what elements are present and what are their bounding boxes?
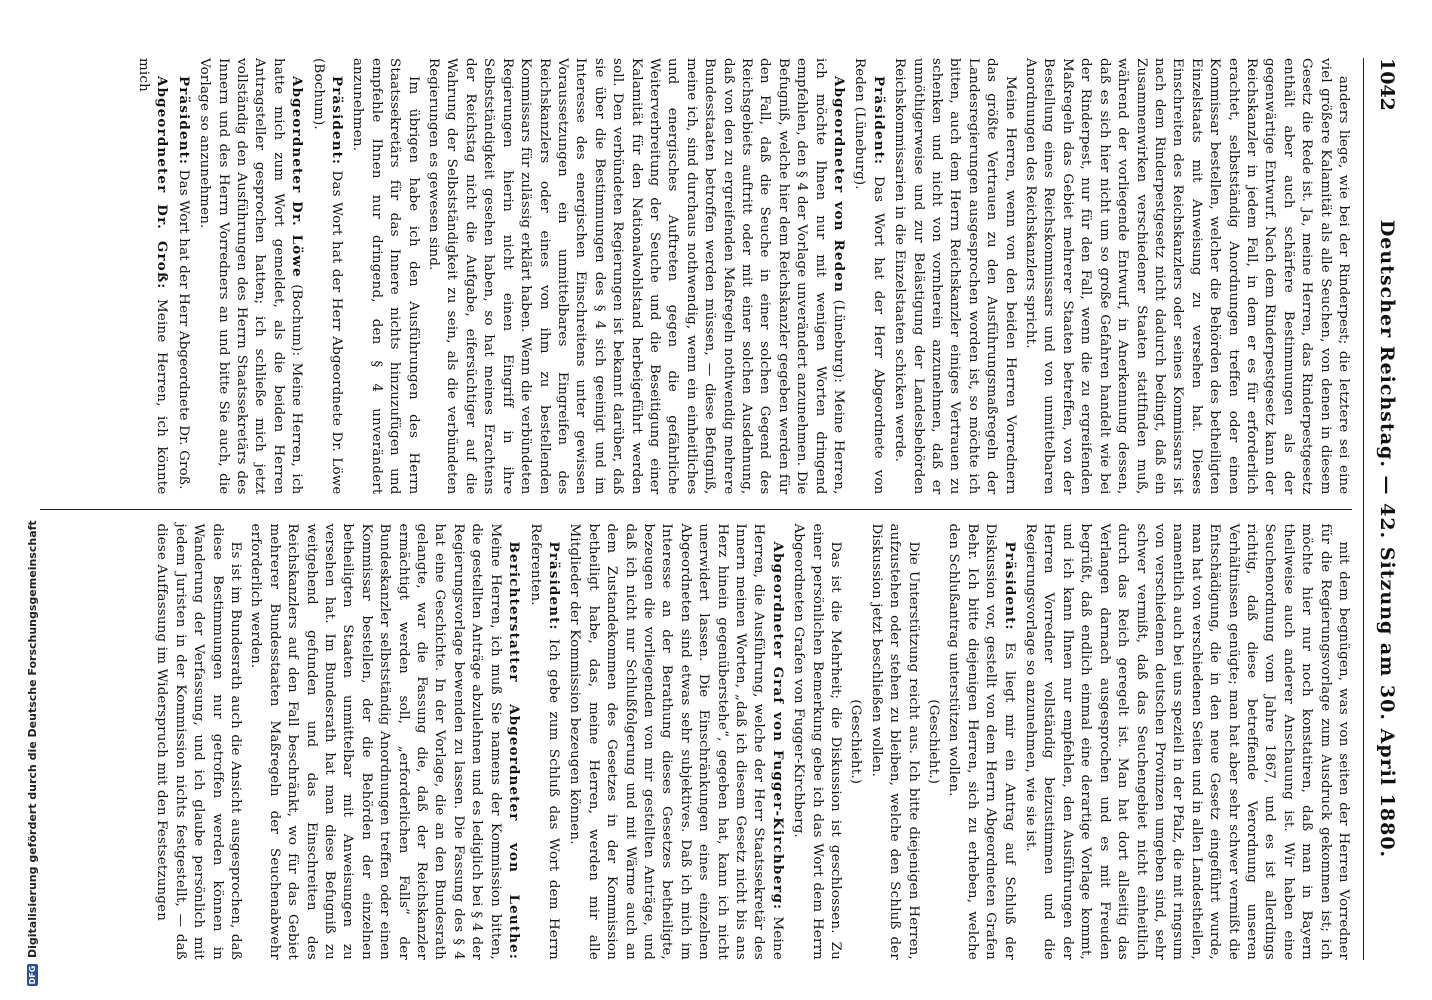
- right-column: [40, 509, 1352, 961]
- speaker-paragraph: [424, 58, 848, 495]
- speaker-name: Berichterstatter Abgeordneter von Leuthe:: [506, 541, 523, 960]
- speaker-paragraph: [195, 58, 306, 495]
- speaker-paragraph: [850, 58, 888, 495]
- speech-text: Es liegt mir ein Antrag auf Schluß der Diskussion vor, gestellt von dem Herrn Abgeordneten Grafen Behr. Ich bitte diejenigen Herren, sich zu erheben, welche den Schlußantrag unterstützen wollen.: [946, 523, 1017, 960]
- speech-text: Meine Herren, die Ausführung, welche der Herr Staatssekretär des Innern meinen Worten, „daß ich diesem Gesetz nicht bis ans Herz hinein gegenüberstehe“, gegeben hat, kann ich nicht unerwidert lassen. Die Einschränkungen eines einzelnen Abgeordneten sind etwas sehr subjektives. Daß ich mich im Interesse an der Berathung dieses Gesetzes betheiligte, bezeugen die vorliegenden von mir gestellten Anträge, und daß ich nicht nur Schlußfolgerung und mit Wärme auch an dem Zustandekommen des Gesetzes in der Kommission betheiligt habe, das, meine Herren, werden mir alle Mitglieder der Kommission bezeugen können.: [567, 523, 785, 960]
- speaker-name: Präsident:: [870, 76, 887, 166]
- paragraph: Im übrigen habe ich den Ausführungen des Herrn Staatssekretärs für das Innere nichts hinzuzufügen und empfehle Ihnen nur dringend, den § 4 unverändert anzunehmen.: [350, 58, 421, 495]
- paragraph: Die Unterstützung reicht aus. Ich bitte diejenigen Herren, aufzustehen oder stehen zu bleiben, welche den Schluß der Diskussion jetzt beschließen wollen.: [868, 523, 921, 960]
- page-title: Deutscher Reichstag. — 42. Sitzung am 30. April 1880.: [1376, 219, 1398, 859]
- speech-text: Das Wort hat der Herr Abgeordnete von Reden (Lüneburg).: [852, 58, 886, 495]
- speech-text: Meine Herren, ich muß Sie namens der Kommission bitten, die gestellten Anträge abzulehnen und es lediglich bei § 4 der Regierungsvorlage bewenden zu lassen. Die Fassung des § 4 hat eine Geschichte. In der Vorlage, die an den Bundesrath gelangte, war die Fassung die, daß der Reichskanzler ermächtigt werden soll, „erforderlichen Falls“ der Bundeskanzler selbstständig Anordnungen treffen oder einen Kommissar bestellen, der die Behörden der einzelnen betheiligten Staaten unmittelbar mit Anweisungen zu versehen hat. Im Bundesrath hat man diese Befugniß zu weitgehend gefunden und das Einschreiten des Reichskanzlers auf den Fall beschränkt, wo für das Gebiet mehrerer Bundesstaaten Maßregeln der Seuchenabwehr erforderlich werden.: [248, 523, 503, 960]
- paragraph: Es ist im Bundesrath auch die Ansicht ausgesprochen, daß diese Bestimmungen nur getroffen werden können in Wanderung der Verfassung, und ich glaube persönlich mit jedem Juristen in der Kommission nichts festgestellt, — daß diese Auffassung im Widerspruch mit den Festsetzungen: [154, 523, 244, 960]
- speaker-paragraph: [173, 58, 192, 495]
- speech-text: (Bochum): Meine Herren, ich hatte mich zum Wort gemeldet, als die beiden Herren Antragsteller gesprochen hatten; ich schließe mich jetzt vollständig den Ausführungen des Herrn Staatssekretärs des Innern und des Herrn Vorredners an und bitte Sie auch, die Vorlage so anzunehmen.: [197, 58, 305, 495]
- speaker-name: Präsident:: [329, 76, 346, 166]
- speaker-paragraph: [308, 58, 346, 495]
- speaker-paragraph: [246, 524, 523, 961]
- speech-text: Das Wort hat der Herr Abgeordnete Dr. Löwe (Bochum).: [310, 58, 345, 495]
- stage-direction: (Geschieht.): [848, 699, 864, 785]
- speaker-name: Abgeordneter Dr. Löwe: [289, 76, 306, 278]
- page-header: [1363, 58, 1398, 960]
- page-number: 1042: [1376, 58, 1398, 111]
- speaker-name: Abgeordneter Graf von Fugger-Kirchberg:: [769, 541, 786, 911]
- page-content: [40, 58, 1404, 960]
- left-column: [40, 58, 1352, 509]
- paragraph: anders liege, wie bei der Rinderpest; die letztere sei eine viel größere Kalamität als alle Seuchen, von denen in diesem Gesetz die Rede ist. Ja, meine Herren, das Rinderpestgesetz enthält aber auch schärfere Bestimmungen als der gegenwärtige Entwurf. Nach dem Rinderpestgesetz kann der Reichskanzler in jedem Fall, in dem er es für erforderlich erachtet, selbstständig Anordnungen treffen oder einen Kommissar bestellen, welcher die Behörden des betheiligten Einzelstaats mit Anweisung zu versehen hat. Dieses Einschreiten des Reichskanzlers oder seines Kommissars ist nach dem Rinderpestgesetz nicht dadurch bedingt, daß ein Zusammenwirken verschiedener Staaten stattfinden muß, während der vorliegende Entwurf, in Anerkennung dessen, daß es sich hier nicht um so große Gefahren handelt wie bei der Rinderpest, nur für den Fall, wenn die zu ergreifenden Maßregeln das Gebiet mehrerer Staaten betreffen, von der Bestellung eines Reichskommissars und von unmittelbaren Anordnungen des Reichskanzlers spricht.: [1023, 58, 1351, 495]
- text-columns: [40, 58, 1352, 960]
- speaker-paragraph: [944, 524, 1019, 961]
- paragraph: Das ist die Mehrheit; die Diskussion ist geschlossen. Zu einer persönlichen Bemerkung gebe ich das Wort dem Herrn Abgeordneten Grafen von Fugger-Kirchberg.: [791, 523, 844, 960]
- speaker-name: Präsident:: [175, 76, 192, 166]
- speaker-paragraph: [525, 524, 563, 961]
- dfg-logo-icon: DFG: [27, 965, 37, 985]
- speaker-name: Abgeordneter von Reden: [831, 76, 848, 293]
- paragraph: Meine Herren, wenn von den beiden Herren Vorrednern das größte Vertrauen zu den Ausführungsmaßregeln der Landesregierungen ausgesprochen worden ist, so möchte ich bitten, auch dem Herrn Reichskanzler einiges Vertrauen zu schenken und nicht von vornherein anzunehmen, daß er unnöthigerweise und zur Belästigung der Landesbehörden Reichskommissarien in die Einzelstaaten schicken werde.: [892, 58, 1018, 495]
- speaker-name: Abgeordneter Dr. Groß:: [154, 76, 171, 290]
- digitization-credit: [22, 0, 42, 1000]
- stage-direction: (Geschieht.): [926, 699, 942, 785]
- speaker-paragraph: [565, 524, 787, 961]
- paragraph: mit dem begnügen, was von seiten der Herren Vorredner für die Regierungsvorlage zum Ausdruck gekommen ist; ich möchte hier nur noch konstatiren, daß man in Bayern theilweise auch anderer Anschauung ist. Wir haben eine Seuchenordnung vom Jahre 1867, und es ist allerdings richtig, daß diese betreffende Verordnung unseren Verhältnissen genügte; man hat aber sehr schwer vermißt die Entschädigung, die in den neue Gesetz eingeführt wurde, man hat von verschiedenen Seiten und in allen Landestheilen, namentlich auch bei uns speziell in der Pfalz, die mit ringsum von verschiedenen deutschen Provinzen umgeben sind, sehr schwer vermißt, daß das Seuchengebiet nicht einheitlich durch das Reich geregelt ist. Man hat dort allseitig das Verlangen darnach ausgesprochen und es mit Freuden begrüßt, daß endlich einmal eine derartige Vorlage kommt, und ich kann Ihnen nur empfehlen, den Ausführungen der Herren Vorredner vollständig beizustimmen und die Regierungsvorlage so anzunehmen, wie sie ist.: [1023, 523, 1351, 960]
- speech-text: (Lüneburg): Meine Herren, ich möchte Ihnen nur mit wenigen Worten dringend empfehlen, den § 4 der Vorlage unverändert anzunehmen. Die Befugniß, welche hier dem Reichskanzler gegeben werden für den Fall, daß die Seuche in einer solchen Gegend des Reichsgebiets auftritt oder mit einer solchen Ausdehnung, daß von den zu ergreifenden Maßregeln nothwendig mehrere Bundesstaaten betroffen werden müssen, — diese Befugniß, meine ich, sind durchaus nothwendig, wenn ein einheitliches und energisches Auftreten gegen die gefährliche Weiterverbreitung der Seuche und die Beseitigung einer Kalamität für den Nationalwohlstand herbeigeführt werden soll. Den verbündeten Regierungen ist bekannt darüber, daß sie über die Bestimmungen des § 4 sich geeinigt und im Interesse des energischen Einschreitens unter gewissen Voraussetzungen ein unmittelbares Eingreifen des Reichskanzlers oder eines von ihm zu bestellenden Kommissars für zulässig erklärt haben. Wenn die verbündeten Regierungen hierin nicht einen Eingriff in ihre Selbstständigkeit gesehen haben, so hat meines Erachtens der Reichstag nicht die Aufgabe, eifersüchtiger auf die Wahrung der Selbstständigkeit zu sein, als die verbündeten Regierungen es gewesen sind.: [426, 58, 847, 495]
- digitization-credit-text: Digitalisierung gefördert durch die Deutsche Forschungsgemeinschaft: [25, 520, 39, 958]
- speech-text: Ich gebe zum Schluß das Wort dem Herrn Referenten.: [527, 523, 561, 960]
- speaker-paragraph: [134, 58, 172, 495]
- speech-text: Meine Herren, ich könnte mich: [136, 58, 170, 495]
- speaker-name: Präsident:: [545, 541, 562, 631]
- speaker-name: Präsident:: [1001, 541, 1018, 631]
- speech-text: Das Wort hat der Herr Abgeordnete Dr. Groß.: [175, 165, 191, 490]
